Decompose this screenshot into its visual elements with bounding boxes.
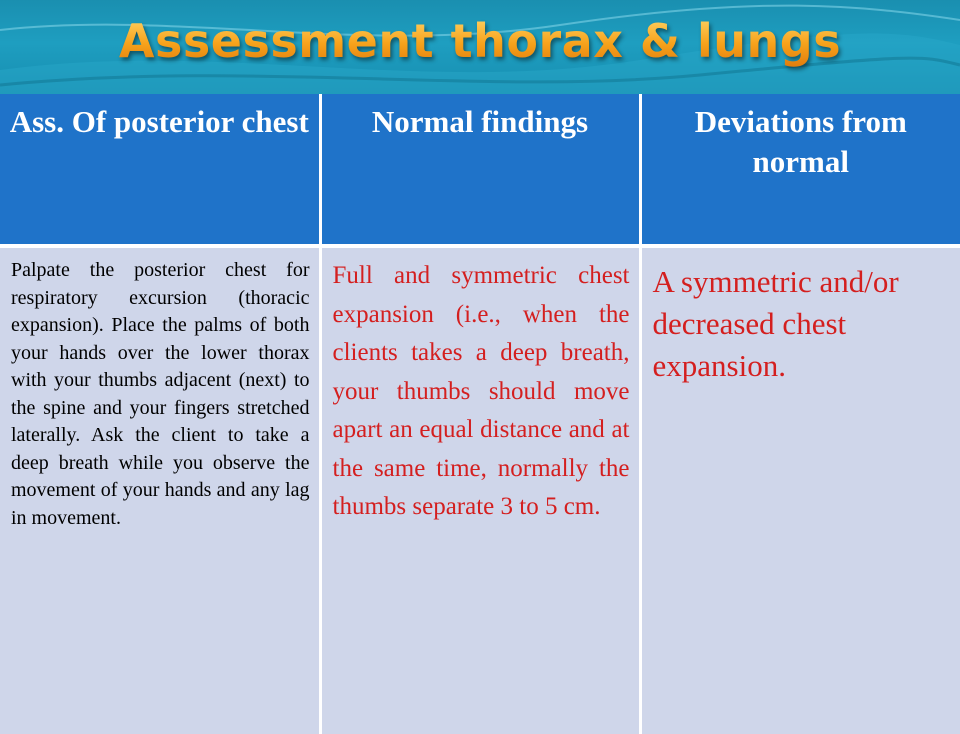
deviations-text: A symmetric and/or decreased chest expansion.	[652, 264, 899, 383]
slide-title: Assessment thorax & lungs	[0, 14, 960, 68]
title-banner	[0, 0, 960, 96]
cell-normal-findings	[320, 246, 640, 734]
header-normal-findings: Normal findings	[320, 94, 640, 246]
header-assessment: Ass. Of posterior chest	[0, 94, 320, 246]
assessment-text: Palpate the posterior chest for respiratory excursion (thoracic expansion). Place the palms of both your hands over the lower thorax with your thumbs adjacent (next) to the spine and your fingers stretched laterally. Ask the client to take a deep breath while you observe the movement of your hands and any lag in movement.	[11, 259, 310, 529]
cell-deviations	[640, 246, 960, 734]
cell-assessment	[0, 246, 320, 734]
normal-findings-text: Full and symmetric chest expansion (i.e., when the clients takes a deep breath, your thumbs should move apart an equal distance and at the same time, normally the thumbs separate 3 to 5 cm.	[332, 262, 630, 520]
table-header-row	[0, 94, 960, 246]
table-row	[0, 246, 960, 734]
assessment-table	[0, 94, 960, 734]
header-deviations: Deviations from normal	[640, 94, 960, 246]
